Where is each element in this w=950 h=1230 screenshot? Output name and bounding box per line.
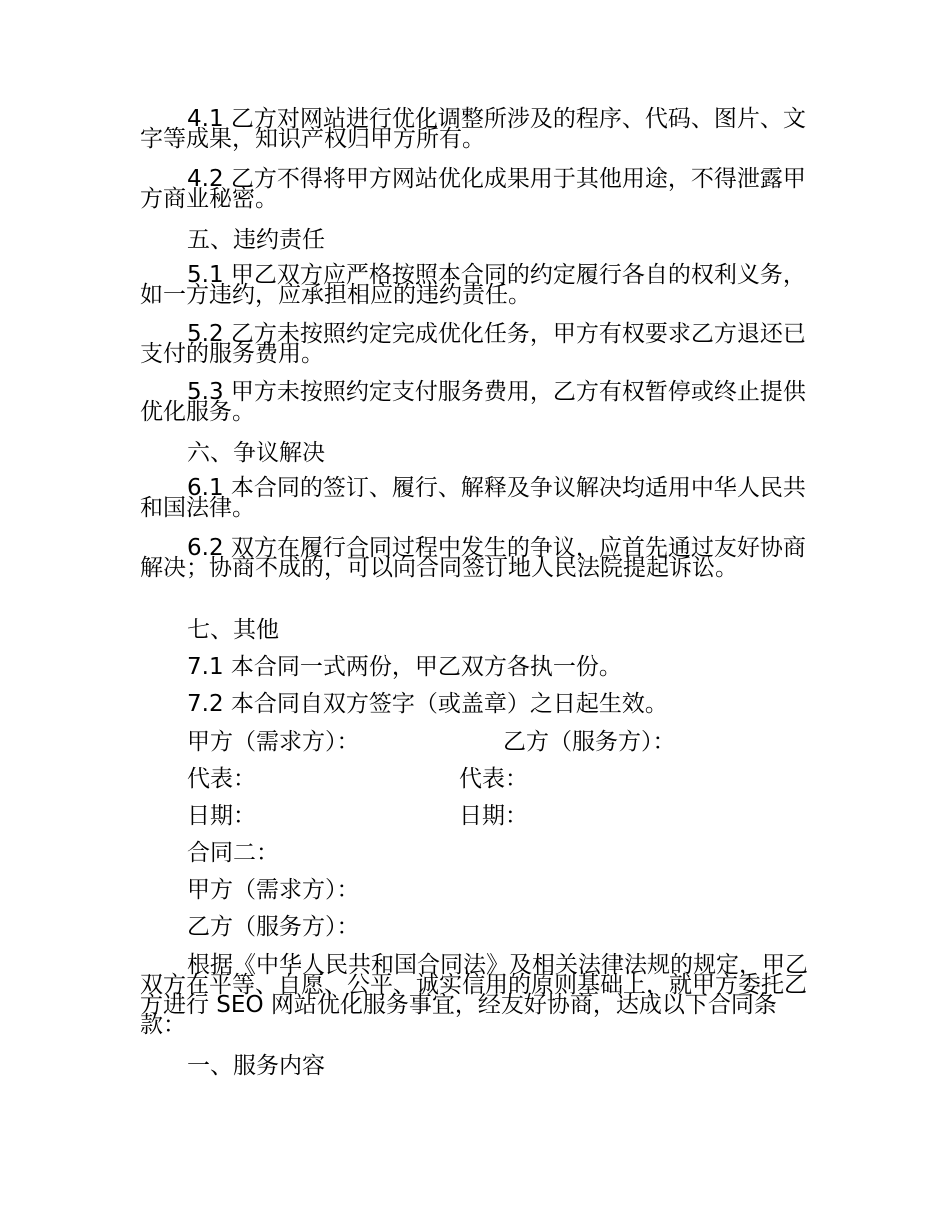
party-b-label: 乙方（服务方）： xyxy=(503,729,676,755)
representative-a-label: 代表： xyxy=(187,766,256,792)
clause-7-1: 7.1 本合同一式两份，甲乙双方各执一份。 xyxy=(187,654,622,680)
contract-2-party-a: 甲方（需求方）： xyxy=(187,877,360,903)
clause-7-2: 7.2 本合同自双方签字（或盖章）之日起生效。 xyxy=(187,691,668,717)
contract-2-section-heading-1: 一、服务内容 xyxy=(187,1053,325,1079)
party-a-label: 甲方（需求方）： xyxy=(187,729,360,755)
section-heading-5: 五、违约责任 xyxy=(187,227,325,253)
section-heading-7: 七、其他 xyxy=(187,617,279,643)
clause-5-1: 5.1 甲乙双方应严格按照本合同的约定履行各自的权利义务，如一方违约，应承担相应的违约责任。 xyxy=(140,262,806,308)
contract-2-party-b: 乙方（服务方）： xyxy=(187,914,360,940)
contract-2-preamble: 根据《中华人民共和国合同法》及相关法律法规的规定，甲乙双方在平等、自愿、公平、诚实信用的原则基础上，就甲方委托乙方进行 SEO 网站优化服务事宜，经友好协商，达成以下合同条款： xyxy=(140,952,808,1038)
clause-6-2: 6.2 双方在履行合同过程中发生的争议，应首先通过友好协商解决；协商不成的，可以向合同签订地人民法院提起诉讼。 xyxy=(140,535,806,581)
representative-b-label: 代表： xyxy=(459,766,528,792)
date-b-label: 日期： xyxy=(459,803,528,829)
clause-5-2: 5.2 乙方未按照约定完成优化任务，甲方有权要求乙方退还已支付的服务费用。 xyxy=(140,321,806,367)
clause-6-1: 6.1 本合同的签订、履行、解释及争议解决均适用中华人民共和国法律。 xyxy=(140,475,806,521)
clause-4-1: 4.1 乙方对网站进行优化调整所涉及的程序、代码、图片、文字等成果，知识产权归甲方所有。 xyxy=(140,106,806,152)
clause-4-2: 4.2 乙方不得将甲方网站优化成果用于其他用途，不得泄露甲方商业秘密。 xyxy=(140,166,806,212)
date-a-label: 日期： xyxy=(187,803,256,829)
section-heading-6: 六、争议解决 xyxy=(187,440,325,466)
clause-5-3: 5.3 甲方未按照约定支付服务费用，乙方有权暂停或终止提供优化服务。 xyxy=(140,379,806,425)
contract-2-title: 合同二： xyxy=(187,840,279,866)
